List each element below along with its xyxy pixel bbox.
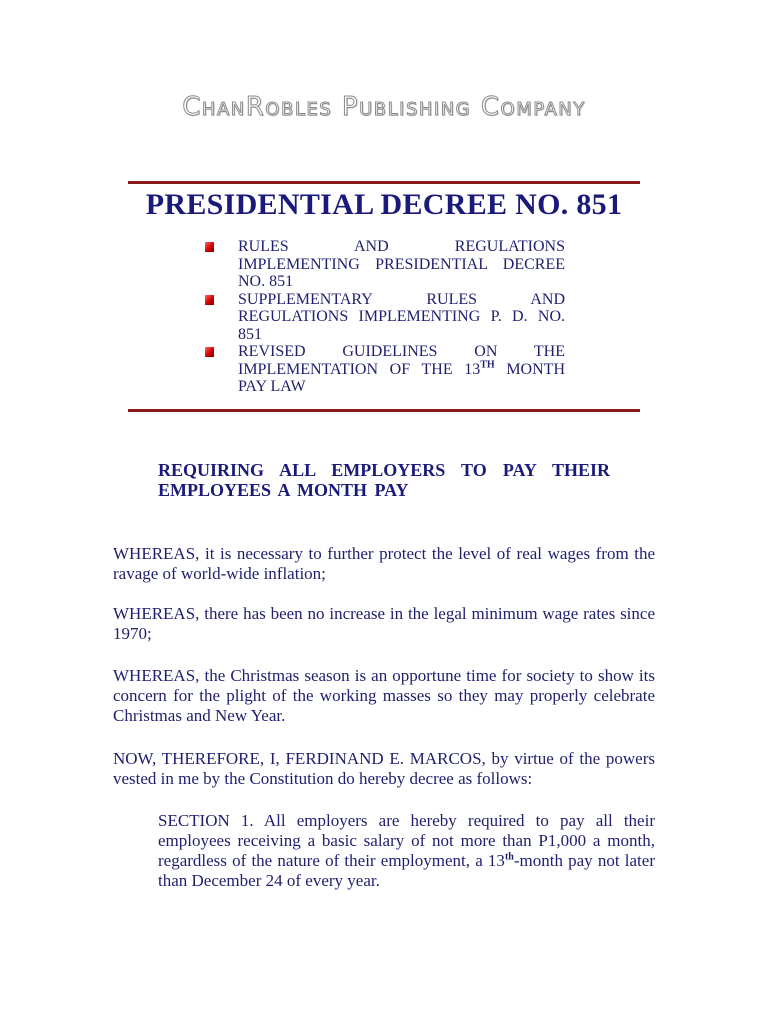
whereas-clause: WHEREAS, it is necessary to further protect the level of real wages from the ravage of world-wide inflation;: [113, 544, 655, 583]
related-document-label: RULES AND REGULATIONS IMPLEMENTING PRESIDENTIAL DECREE NO. 851: [238, 238, 565, 290]
publisher-logo-text: ChanRobles Publishing Company: [182, 92, 586, 122]
red-square-bullet-icon: [205, 242, 214, 252]
related-document-link[interactable]: [205, 343, 565, 396]
section-1-text-start: SECTION 1. All employers are hereby required to pay all their employees receiving a basic salary of not more than P1,000 a month, regardless of the nature of their employment, a 13: [158, 811, 655, 870]
document-title: PRESIDENTIAL DECREE NO. 851: [145, 188, 623, 221]
related-document-label-end: MONTH PAY LAW: [238, 360, 565, 395]
decree-heading: REQUIRING ALL EMPLOYERS TO PAY THEIR EMPLOYEES A MONTH PAY: [158, 460, 610, 500]
enactment-clause: NOW, THEREFORE, I, FERDINAND E. MARCOS, by virtue of the powers vested in me by the Constitution do hereby decree as follows:: [113, 749, 655, 788]
related-document-link[interactable]: [205, 291, 565, 344]
ordinal-superscript: TH: [480, 359, 495, 371]
red-square-bullet-icon: [205, 295, 214, 305]
section-1-text-end: -month pay not later than December 24 of every year.: [158, 851, 655, 890]
related-document-link[interactable]: [205, 238, 565, 291]
ordinal-superscript: th: [504, 851, 514, 863]
whereas-clause: WHEREAS, the Christmas season is an opportune time for society to show its concern for the plight of the working masses so they may properly celebrate Christmas and New Year.: [113, 666, 655, 725]
top-divider: [128, 181, 640, 184]
red-square-bullet-icon: [205, 347, 214, 357]
related-document-label-start: REVISED GUIDELINES ON THE IMPLEMENTATION OF THE 13: [238, 343, 565, 378]
section-1-paragraph: [158, 811, 655, 891]
bottom-divider: [128, 409, 640, 412]
related-document-label: SUPPLEMENTARY RULES AND REGULATIONS IMPLEMENTING P. D. NO. 851: [238, 290, 565, 343]
related-documents-list: [205, 238, 565, 396]
whereas-clause: WHEREAS, there has been no increase in the legal minimum wage rates since 1970;: [113, 604, 655, 643]
